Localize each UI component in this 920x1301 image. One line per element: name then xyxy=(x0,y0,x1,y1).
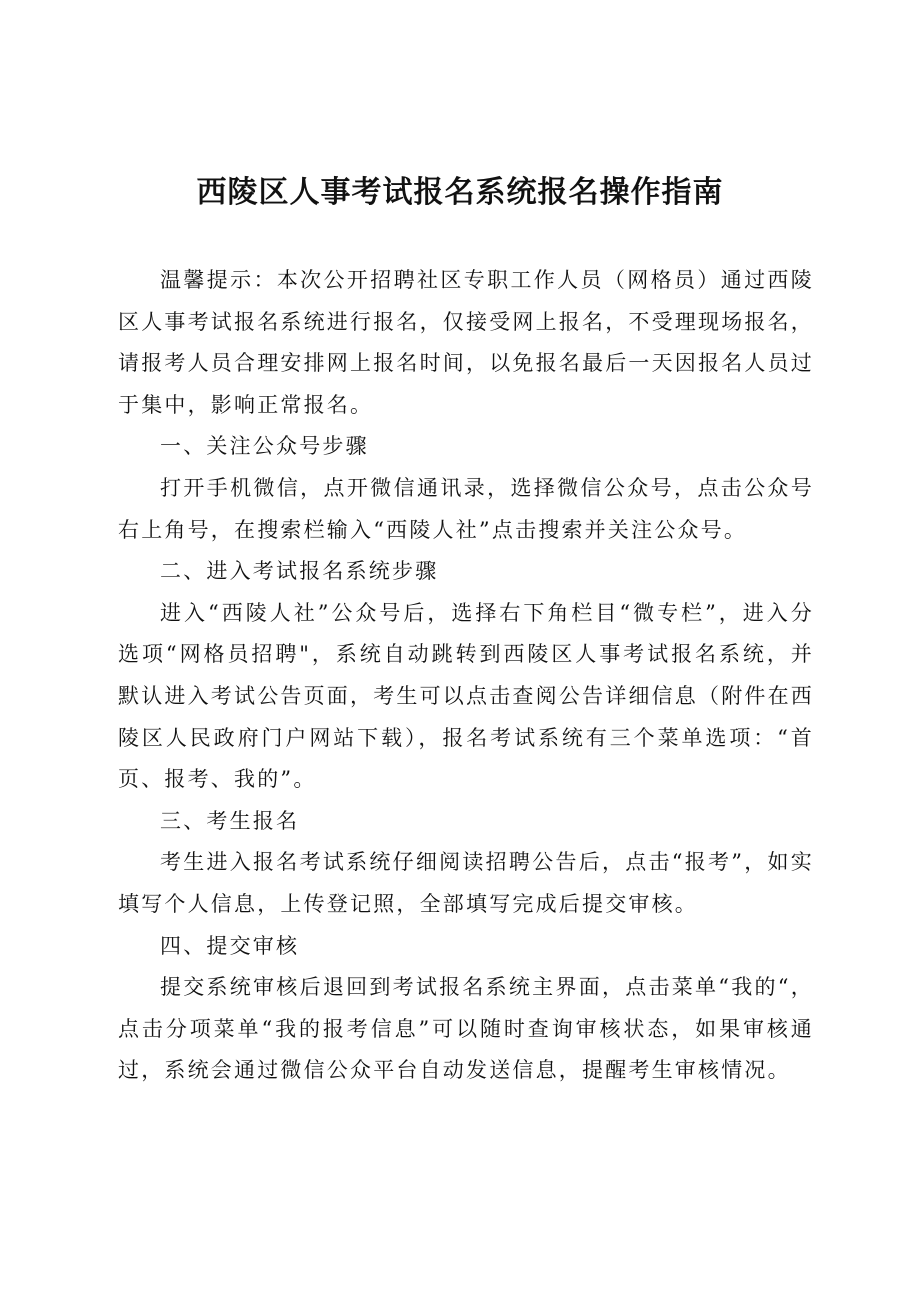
follow-account-paragraph: 打开手机微信，点开微信通讯录，选择微信公众号，点击公众号右上角号，在搜索栏输入“西陵人社”点击搜索并关注公众号。 xyxy=(118,475,814,542)
section-heading-follow-account: 一、关注公众号步骤 xyxy=(160,434,369,459)
section-heading-submit-review: 四、提交审核 xyxy=(160,933,300,958)
document-body xyxy=(118,260,814,1092)
notice-paragraph: 温馨提示：本次公开招聘社区专职工作人员（网格员）通过西陵区人事考试报名系统进行报名，仅接受网上报名，不受理现场报名，请报考人员合理安排网上报名时间，以免报名最后一天因报名人员过于集中，影响正常报名。 xyxy=(118,268,814,417)
registration-paragraph: 考生进入报名考试系统仔细阅读招聘公告后，点击“报考”，如实填写个人信息，上传登记照，全部填写完成后提交审核。 xyxy=(118,850,814,916)
enter-system-paragraph: 进入“西陵人社”公众号后，选择右下角栏目“微专栏”，进入分选项“网格员招聘"，系统自动跳转到西陵区人事考试报名系统，并默认进入考试公告页面，考生可以点击查阅公告详细信息（附件在西陵区人民政府门户网站下载），报名考试系统有三个菜单选项：“首页、报考、我的”。 xyxy=(118,600,814,792)
section-heading-registration: 三、考生报名 xyxy=(160,808,300,833)
section-heading-enter-system: 二、进入考试报名系统步骤 xyxy=(160,559,439,584)
submit-review-paragraph: 提交系统审核后退回到考试报名系统主界面，点击菜单“我的“，点击分项菜单“我的报考信息”可以随时查询审核状态，如果审核通过，系统会通过微信公众平台自动发送信息，提醒考生审核情况。 xyxy=(118,975,814,1083)
document-title: 西陵区人事考试报名系统报名操作指南 xyxy=(196,175,724,210)
